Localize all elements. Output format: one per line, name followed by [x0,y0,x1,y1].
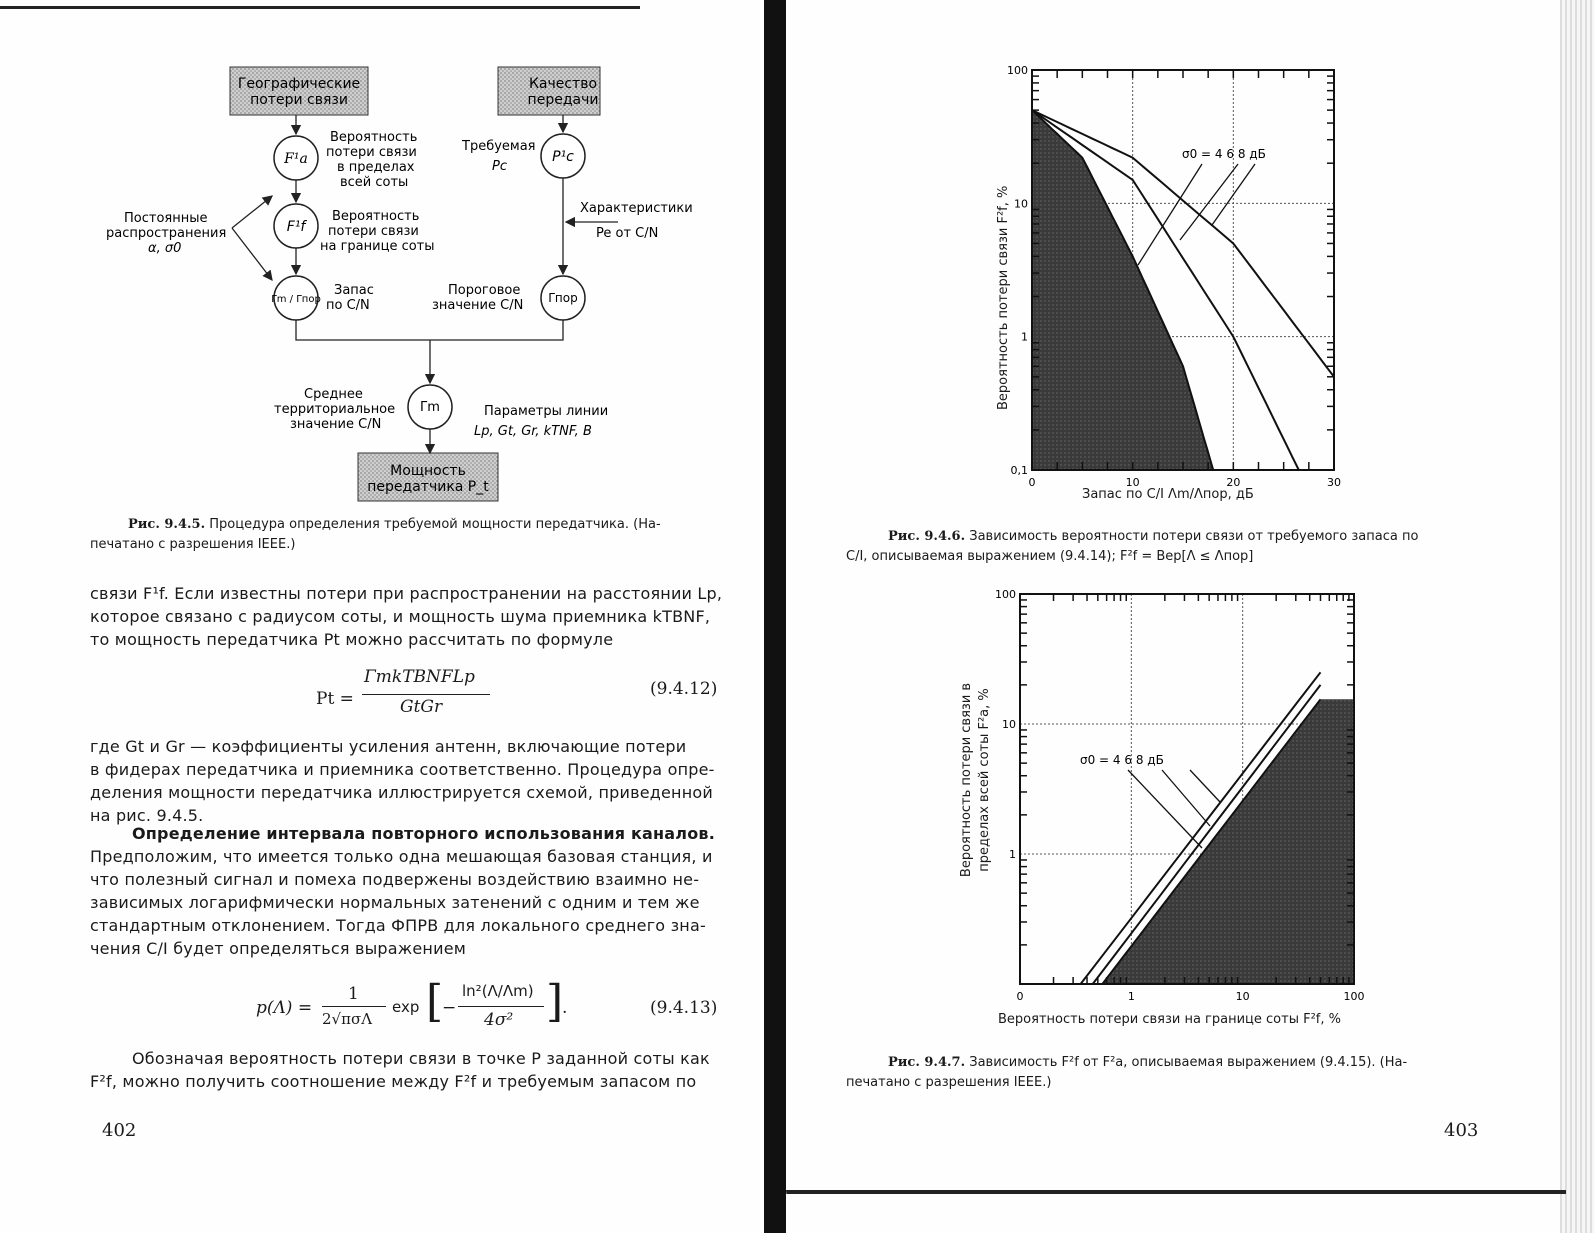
eq2-bracket-left: [ [426,976,444,1027]
label-Fa-1: Вероятность [330,130,418,145]
flowchart-diagram [0,0,770,520]
x-tick-label: 10 [1235,990,1250,1003]
quality-box-line1: Качество [528,76,598,92]
y-tick-label: 1 [1009,848,1016,861]
label-mean-1: Среднее [304,387,363,402]
quality-box-line2: передачи [527,92,599,108]
caption-945-line2: печатано с разрешения IEEE.) [90,537,296,552]
para4-line1: Обозначая вероятность потери связи в точке P заданной соты как [132,1049,710,1068]
label-params-2: Lp, Gt, Gr, kTNF, B [474,424,592,439]
label-params-1: Параметры линии [484,404,609,419]
para2-line3: деления мощности передатчика иллюстрируется схемой, приведенной [90,783,713,802]
x-tick-label: 0 [1028,476,1036,489]
chart-9-4-7 [980,580,1380,1030]
y-tick-label: 10 [1002,718,1016,731]
label-Fa-4: всей соты [340,175,409,190]
chart-9-4-6 [980,60,1360,510]
chart1-sigma-label: σ0 = 4 6 8 дБ [1182,147,1266,161]
eq2-minus: − [442,998,457,1018]
chart2-pointer [1162,770,1210,826]
eq2-bracket-right: ] [546,976,564,1027]
label-threshold-2: значение C/N [432,298,524,313]
eq2-numerator: 1 [348,984,359,1004]
caption-9-4-6 [888,528,1488,546]
eq2-fraction-bar [322,1006,386,1007]
x-tick-label: 10 [1125,476,1140,489]
eq2-period: . [562,998,568,1018]
paragraph-4 [90,1047,730,1093]
para1-line3: то мощность передатчика Pt можно рассчитать по формуле [90,630,614,649]
geo-box-line1: Географические [237,76,361,92]
caption-947-num: Рис. 9.4.7. [888,1055,966,1070]
label-const-1: Постоянные [124,211,208,226]
caption-946-line2: C/I, описываемая выражением (9.4.14); F²f = Вер[Λ ≤ Λпор] [846,549,1254,564]
label-Ff-1: Вероятность [332,209,420,224]
y-tick-label: 0,1 [1010,464,1028,477]
label-required-1: Требуемая [462,139,536,154]
power-box-line2: передатчика P_t [367,479,489,495]
node-margin-label: Γm / Γпор [271,294,321,305]
label-mean-3: значение C/N [290,417,382,432]
caption-946-text: Зависимость вероятности потери связи от требуемого запаса по [969,529,1419,544]
para3-line1: Предположим, что имеется только одна мешающая базовая станция, и [90,847,713,866]
chart2-annotation [1080,753,1220,848]
page-number-left: 402 [102,1120,137,1141]
page-curl [786,1190,1566,1212]
x-tick-label: 20 [1226,476,1241,489]
eq1-denominator: GtGr [400,697,443,717]
eq1-tag: (9.4.12) [650,679,718,699]
x-tick-label: 30 [1327,476,1341,489]
eq1-numerator: ΓmkTBNFLp [364,667,475,687]
chart2-pointer [1128,770,1202,848]
label-margin-1: Запас [334,283,374,298]
chart1-shaded-area [1032,110,1213,470]
paragraph-3 [90,845,730,960]
page-edge [1560,0,1594,1233]
label-threshold-1: Пороговое [448,283,521,298]
chart1-xlabel: Запас по C/I Λm/Λпор, дБ [1082,487,1254,502]
para3-line4: стандартным отклонением. Тогда ФПРВ для локального среднего зна- [90,916,706,935]
para3-line5: чения C/I будет определяться выражением [90,939,467,958]
caption-946-num: Рис. 9.4.6. [888,529,966,544]
node-mean-label: Γm [420,400,440,415]
chart2-pointer [1190,770,1220,802]
chart1-annotation [1138,147,1266,265]
y-tick-label: 10 [1014,197,1028,211]
section-heading: Определение интервала повторного использования каналов. [132,824,716,843]
chart1-pointer [1180,164,1238,240]
label-required-2: Pc [492,159,507,174]
para2-line4: на рис. 9.4.5. [90,806,204,825]
label-Ff-2: потери связи [328,224,419,239]
chart1-ylabel: Вероятность потери связи F²f, % [996,185,1011,410]
caption-947-text: Зависимость F²f от F²a, описываемая выражением (9.4.15). (На- [969,1055,1408,1070]
flow-labels [106,130,693,439]
para4-line2: F²f, можно получить соотношение между F²f и требуемым запасом по [90,1072,697,1091]
para2-line2: в фидерах передатчика и приемника соответственно. Процедура опре- [90,760,715,779]
label-Fa-3: в пределах [337,160,415,175]
eq2-inner-numerator: ln²(Λ/Λm) [462,982,534,1000]
eq1-fraction-bar [362,694,490,695]
chart2-sigma-label: σ0 = 4 6 8 дБ [1080,753,1164,767]
node-Pc-label: P¹c [552,149,574,165]
chart1-pointer [1138,164,1202,265]
label-Ff-3: на границе соты [320,239,435,254]
chart2-ylabel: Вероятность потери связи в пределах всей соты F²a, % [959,682,992,878]
x-tick-label: 0 [1016,990,1024,1003]
x-tick-label: 1 [1127,990,1135,1003]
paragraph-1 [90,582,730,651]
page-number-right: 403 [1444,1120,1479,1141]
node-Fa-label: F¹a [284,151,308,167]
caption-9-4-7 [888,1054,1488,1072]
node-Ff-label: F¹f [286,219,306,235]
y-tick-label: 100 [1007,64,1028,77]
eq2-inner-bar [458,1006,544,1007]
para1-line2: которое связано с радиусом соты, и мощность шума приемника kTBNF, [90,607,711,626]
label-char-2: Pe от C/N [596,226,659,241]
x-tick-label: 100 [1343,990,1365,1003]
label-margin-2: по C/N [326,298,370,313]
node-threshold-label: Γпор [548,291,578,305]
eq2-exp: exp [392,998,420,1016]
caption-945-text: Процедура определения требуемой мощности передатчика. (На- [209,517,661,532]
eq1-lhs: Pt = [316,689,354,709]
y-tick-label: 100 [995,588,1016,601]
geo-box-line2: потери связи [250,92,348,108]
eq2-inner-denominator: 4σ² [484,1010,514,1030]
caption-947-line2: печатано с разрешения IEEE.) [846,1075,1052,1090]
paragraph-2 [90,735,730,827]
y-tick-label: 1 [1021,330,1028,344]
label-char-1: Характеристики [580,201,693,216]
caption-9-4-5 [128,516,728,534]
chart2-shaded-area [1102,699,1354,984]
label-Fa-2: потери связи [326,145,417,160]
para2-line1: где Gt и Gr — коэффициенты усиления антенн, включающие потери [90,737,687,756]
label-mean-2: территориальное [274,402,396,417]
eq2-denominator: 2√πσΛ [322,1010,373,1028]
caption-945-num: Рис. 9.4.5. [128,517,206,532]
eq2-lhs: p(Λ) = [256,998,313,1018]
chart2-xlabel: Вероятность потери связи на границе соты F²f, % [998,1012,1341,1027]
power-box-line1: Мощность [390,463,466,479]
label-const-3: α, σ0 [148,241,182,256]
label-const-2: распространения [106,226,227,241]
para3-line2: что полезный сигнал и помеха подвержены воздействию взаимно не- [90,870,700,889]
eq2-tag: (9.4.13) [650,998,718,1018]
para3-line3: зависимых логарифмически нормальных затенений с одним и тем же [90,893,700,912]
para1-line1: связи F¹f. Если известны потери при распространении на расстоянии Lp, [90,584,723,603]
